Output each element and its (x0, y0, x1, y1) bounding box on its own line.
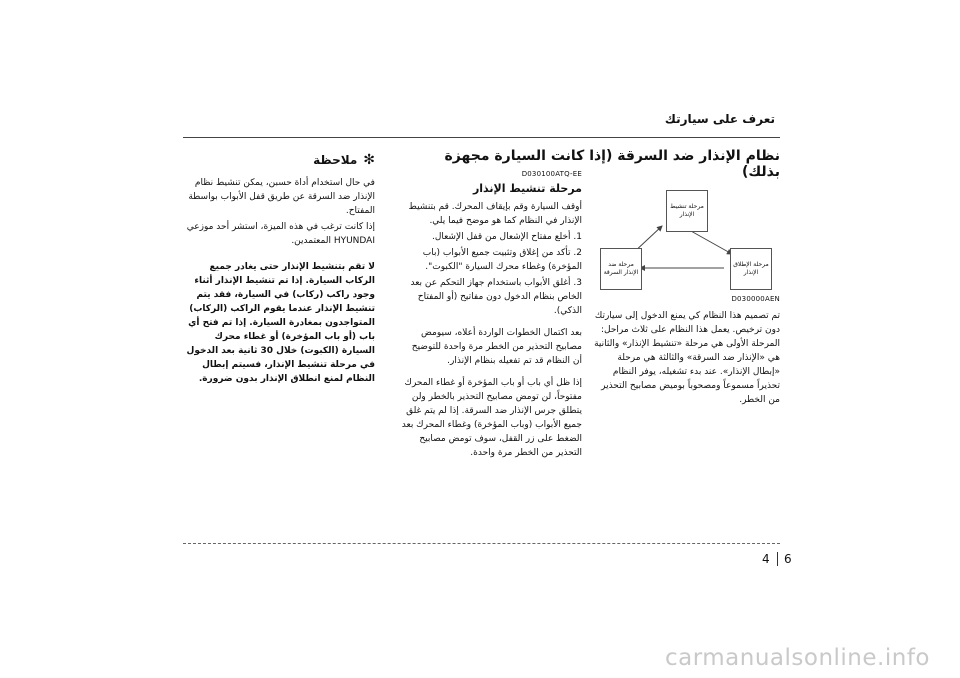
note-paragraph-1: في حال استخدام أداة حسبن، يمكن تنشيط نظام الإنذار ضد السرقة عن طريق قفل الأبواب بواسطة المفتاح. (188, 178, 375, 216)
bottom-divider (183, 543, 780, 544)
page-chapter: 4 (762, 552, 770, 566)
left-column (180, 152, 375, 386)
step-3: 3. أغلق الأبواب باستخدام جهاز التحكم عن بعد الخاص بنظام الدخول دون مفاتيح (أو المفتاح الذكي). (410, 278, 582, 316)
page-number: 6 (777, 552, 792, 566)
armed-stage-heading: مرحلة تنشيط الإنذار (472, 182, 582, 195)
armed-intro: أوقف السيارة وقم بإيقاف المحرك. قم بتنشيط الإنذار في النظام كما هو موضح فيما يلي. (408, 202, 582, 226)
section-title: تعرف على سيارتك (664, 112, 775, 126)
diagram-box-disarmed: مرحلة ضد الإنذار السرقة (600, 248, 642, 290)
note-heading (180, 152, 375, 168)
watermark (0, 645, 960, 671)
right-column (592, 176, 780, 415)
note-title: ملاحظة (313, 153, 358, 167)
diagram-box-alarm: مرحلة الإطلاق الإنذار (730, 248, 772, 290)
watermark-text: carmanualsonline.info (664, 645, 930, 671)
armed-confirmation: بعد اكتمال الخطوات الواردة أعلاه، سيومض مصابيح التحذير من الخطر مرة واحدة للتوضيح أن النظام قد تم تفعيله بنظام الإنذار. (411, 328, 582, 366)
alarm-stages-diagram (592, 176, 780, 291)
top-divider (183, 137, 780, 138)
diagram-box-armed: مرحلة تنشيط الإنذار (666, 190, 708, 232)
note-paragraph-2: إذا كانت ترغب في هذه الميزة، استشر أحد موزعي HYUNDAI المعتمدين. (186, 222, 375, 246)
intro-paragraph: تم تصميم هذا النظام كي يمنع الدخول إلى سيارتك دون ترخيص. يعمل هذا النظام على ثلاث مراحل: المرحلة الأولى هي مرحلة «تنشيط الإنذار» والثانية هي «الإنذار ضد السرقة» والثالثة هي مرحلة «إبطال الإنذار». عند بدء تشغيله، يوفر النظام تحذيراً مسموعاً ومصحوباً بوميض مصابيح التحذير من الخطر. (594, 311, 780, 405)
step-1: 1. أخلع مفتاح الإشعال من قفل الإشعال. (431, 232, 582, 242)
warning-paragraph: لا تقم بتنشيط الإنذار حتى يغادر جميع الركاب السيارة. إذا تم تنشيط الإنذار أثناء وجود راكب (ركاب) في السيارة، فقد يتم تنشيط الإنذار عندما يقوم الراكب (الركاب) المتواجدون بمغادرة السيارة. إذا تم فتح أي باب (أو باب المؤخرة) أو غطاء محرك السيارة (الكبوت) خلال 30 ثانية بعد الدخول في مرحلة تنشيط الإنذار، فسيتم إبطال النظام لمنع انطلاق الإنذار بدون ضرورة. (186, 262, 375, 384)
step-2: 2. تأكد من إغلاق وتثبيت جميع الأبواب (باب المؤخرة) وغطاء محرك السيارة "الكبوت". (422, 248, 582, 272)
page-title: نظام الإنذار ضد السرقة (إذا كانت السيارة مجهزة بذلك) (444, 148, 780, 180)
middle-column (400, 170, 582, 468)
note-star-icon: ✻ (363, 152, 375, 168)
diagram-code: D030000AEN (731, 295, 780, 303)
section-code: D030100ATQ-EE (521, 170, 582, 178)
armed-open-door-note: إذا ظل أي باب أو باب المؤخرة أو غطاء المحرك مفتوحاً، لن تومض مصابيح التحذير بالخطر ولن يتطلق جرس الإنذار ضد السرقة. إذا لم يتم غلق جميع الأبواب (وباب المؤخرة) وغطاء المحرك بعد الضغط على زر القفل، سوف تومض مصابيح التحذير من الخطر مرة واحدة. (401, 378, 582, 458)
